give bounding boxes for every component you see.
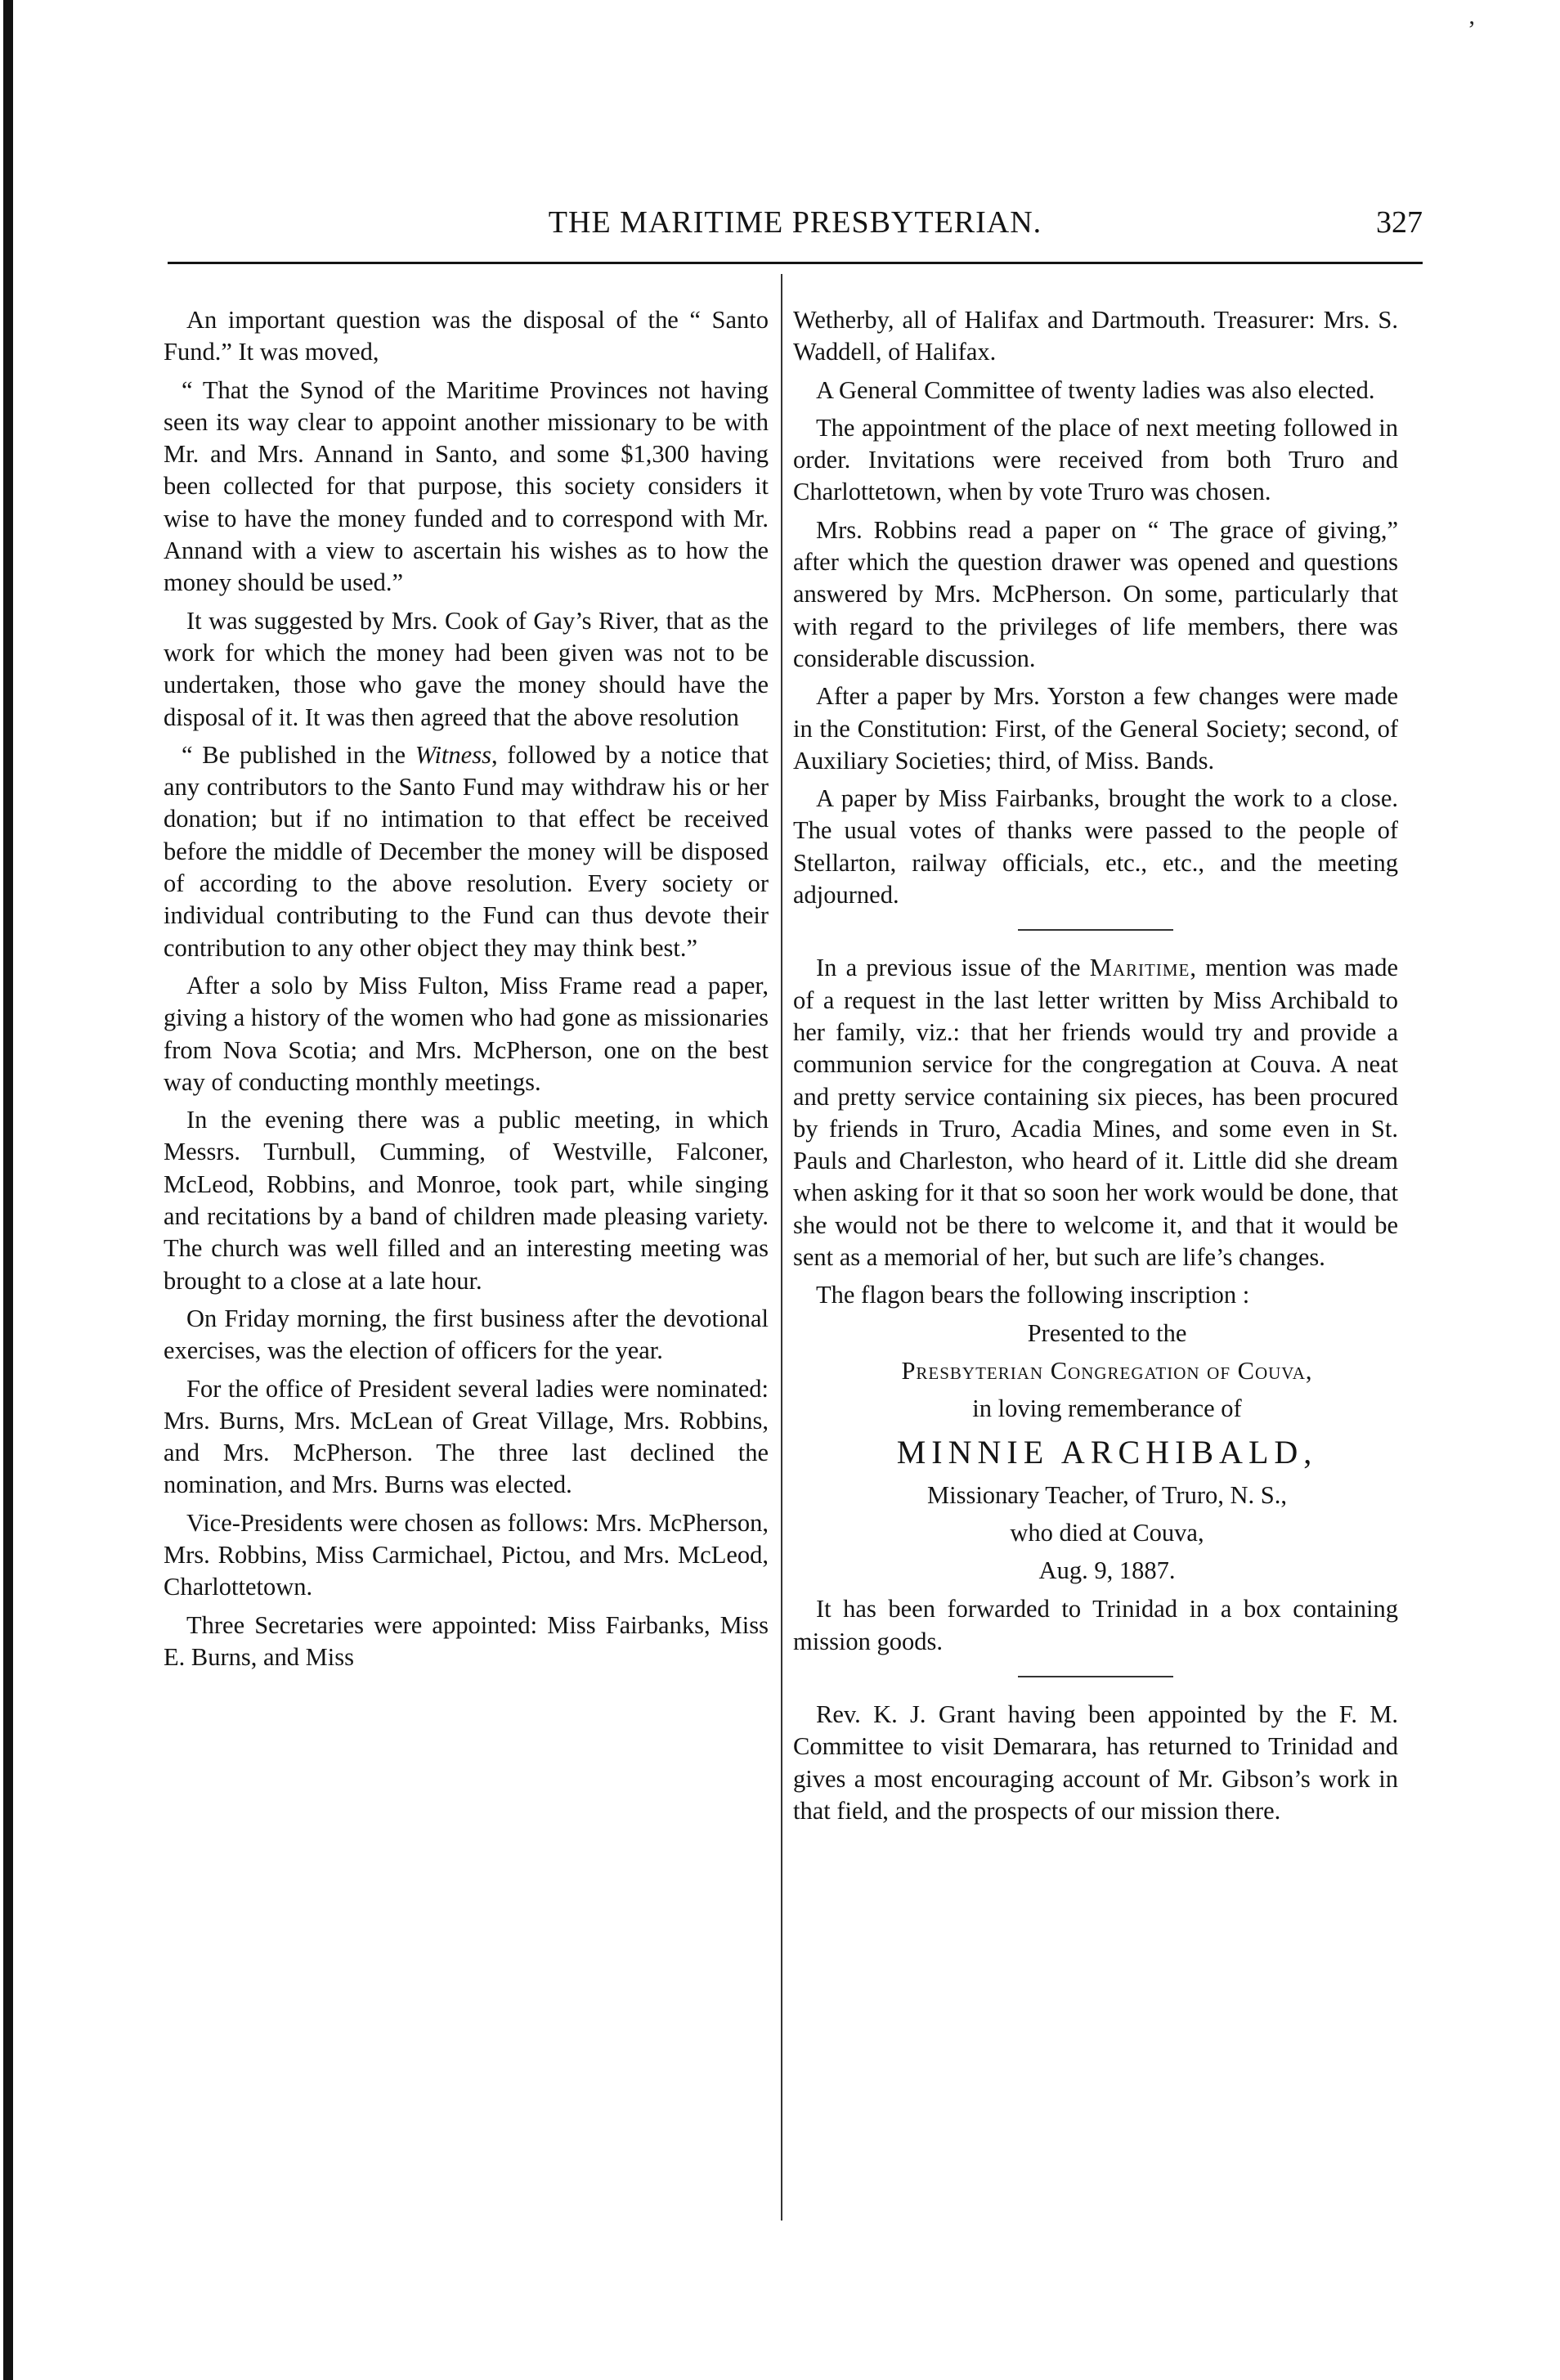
quote-text: , followed by a notice that any contributors to the Santo Fund may withdraw his or her donation; but if no intimation to that effect be received before the middle of December the money will be disposed of according to the above resolution. Every society or individual contributing to the Fund can thus devote their contribution to any other object they may think best.” [164, 740, 769, 962]
paragraph: It has been forwarded to Trinidad in a box containing mission goods. [793, 1595, 1398, 1655]
header-rule [168, 262, 1423, 264]
publication-quote [164, 739, 769, 964]
paragraph: An important question was the disposal of the “ Santo Fund.” It was moved, [164, 306, 769, 366]
right-column [793, 304, 1398, 1833]
inscription-line: who died at Couva, [1010, 1518, 1204, 1547]
newspaper-title: Witness [415, 740, 491, 769]
paragraph: After a solo by Miss Fulton, Miss Frame read a paper, giving a history of the women who had gone as missionaries from Nova Scotia; and Mrs. McPherson, one on the best way of conducting monthly meetings. [164, 971, 769, 1096]
paragraph: It was suggested by Mrs. Cook of Gay’s River, that as the work for which the money had been given was not to be undertaken, those who gave the money should have the disposal of it. It was then agreed that the above resolution [164, 606, 769, 731]
paragraph: Mrs. Robbins read a paper on “ The grace of giving,” after which the question drawer was opened and questions answered by Mrs. McPherson. On some, particularly that with regard to the privileges of life members, there was considerable discussion. [793, 515, 1398, 672]
inscription-line: Missionary Teacher, of Truro, N. S., [926, 1480, 1287, 1509]
journal-name: Maritime [1089, 954, 1190, 982]
inscription-date: Aug. 9, 1887. [1038, 1556, 1176, 1585]
inscription-line: in loving rememberance of [972, 1394, 1242, 1423]
paragraph: Vice-Presidents were chosen as follows: Mrs. McPherson, Mrs. Robbins, Miss Carmichael, Pictou, and Mrs. McLeod, Charlottetown. [164, 1508, 769, 1601]
running-header [168, 204, 1423, 254]
paragraph: For the office of President several ladies were nominated: Mrs. Burns, Mrs. McLean of Great Village, Mrs. Robbins, and Mrs. McPherson. The three last declined the nomination, and Mrs. Burns was elected. [164, 1374, 769, 1499]
paragraph: Rev. K. J. Grant having been appointed by the F. M. Committee to visit Demarara, has returned to Trinidad and gives a most encouraging account of Mr. Gibson’s work in that field, and the prospects of our mission there. [793, 1700, 1398, 1825]
inscription-line: Presbyterian Congregation of Couva, [901, 1356, 1313, 1385]
paragraph: The flagon bears the following inscription : [816, 1281, 1250, 1309]
column-divider [781, 274, 782, 2221]
quote-text: “ Be published in the [182, 740, 415, 769]
paragraph [793, 952, 1398, 1273]
resolution-quote: “ That the Synod of the Maritime Provinces not having seen its way clear to appoint another missionary to be with Mr. and Mrs. Annand in Santo, and some $1,300 having been collected for that purpose, this society considers it wise to have the money funded and to correspond with Mr. Annand with a view to ascertain his wishes as to how the money should be used.” [164, 375, 769, 597]
paragraph: The appointment of the place of next meeting followed in order. Invitations were received from both Truro and Charlottetown, when by vote Truro was chosen. [793, 413, 1398, 506]
section-separator [1018, 1676, 1173, 1677]
left-column [164, 304, 769, 1679]
margin-mark: ʼ [1468, 16, 1476, 43]
paragraph-text: In a previous issue of the [816, 954, 1090, 982]
paragraph: In the evening there was a public meeting, in which Messrs. Turnbull, Cumming, of Westville, Falconer, McLeod, Robbins, and Monroe, took part, while singing and recitations by a band of children made pleasing variety. The church was well filled and an interesting meeting was brought to a close at a late hour. [164, 1106, 769, 1295]
section-separator [1018, 929, 1173, 931]
inscription-line: Presented to the [1027, 1318, 1187, 1347]
journal-title: THE MARITIME PRESBYTERIAN. [548, 205, 1042, 240]
paragraph: Wetherby, all of Halifax and Dartmouth. Treasurer: Mrs. S. Waddell, of Halifax. [793, 306, 1398, 366]
inscription-name: MINNIE ARCHIBALD, [896, 1433, 1318, 1471]
paragraph: On Friday morning, the first business after the devotional exercises, was the election of officers for the year. [164, 1304, 769, 1365]
paragraph: Three Secretaries were appointed: Miss Fairbanks, Miss E. Burns, and Miss [164, 1610, 769, 1671]
paragraph: A paper by Miss Fairbanks, brought the work to a close. The usual votes of thanks were passed to the people of Stellarton, railway officials, etc., etc., and the meeting adjourned. [793, 784, 1398, 909]
page-number: 327 [1376, 205, 1423, 240]
paragraph: After a paper by Mrs. Yorston a few changes were made in the Constitution: First, of the General Society; second, of Auxiliary Societies; third, of Miss. Bands. [793, 682, 1398, 775]
paragraph: A General Committee of twenty ladies was also elected. [816, 375, 1375, 404]
paragraph-text: , mention was made of a request in the last letter written by Miss Archibald to her family, viz.: that her friends would try and provide a communion service for the congregation at Couva. A neat and pretty service containing six pieces, has been procured by friends in Truro, Acadia Mines, and some even in St. Pauls and Charleston, who heard of it. Little did she dream when asking for it that so soon her work would be done, that she would not be there to welcome it, and that it would be sent as a memorial of her, but such are life’s changes. [793, 954, 1398, 1272]
page-binding-edge [3, 0, 13, 2380]
flagon-inscription [793, 1318, 1398, 1587]
